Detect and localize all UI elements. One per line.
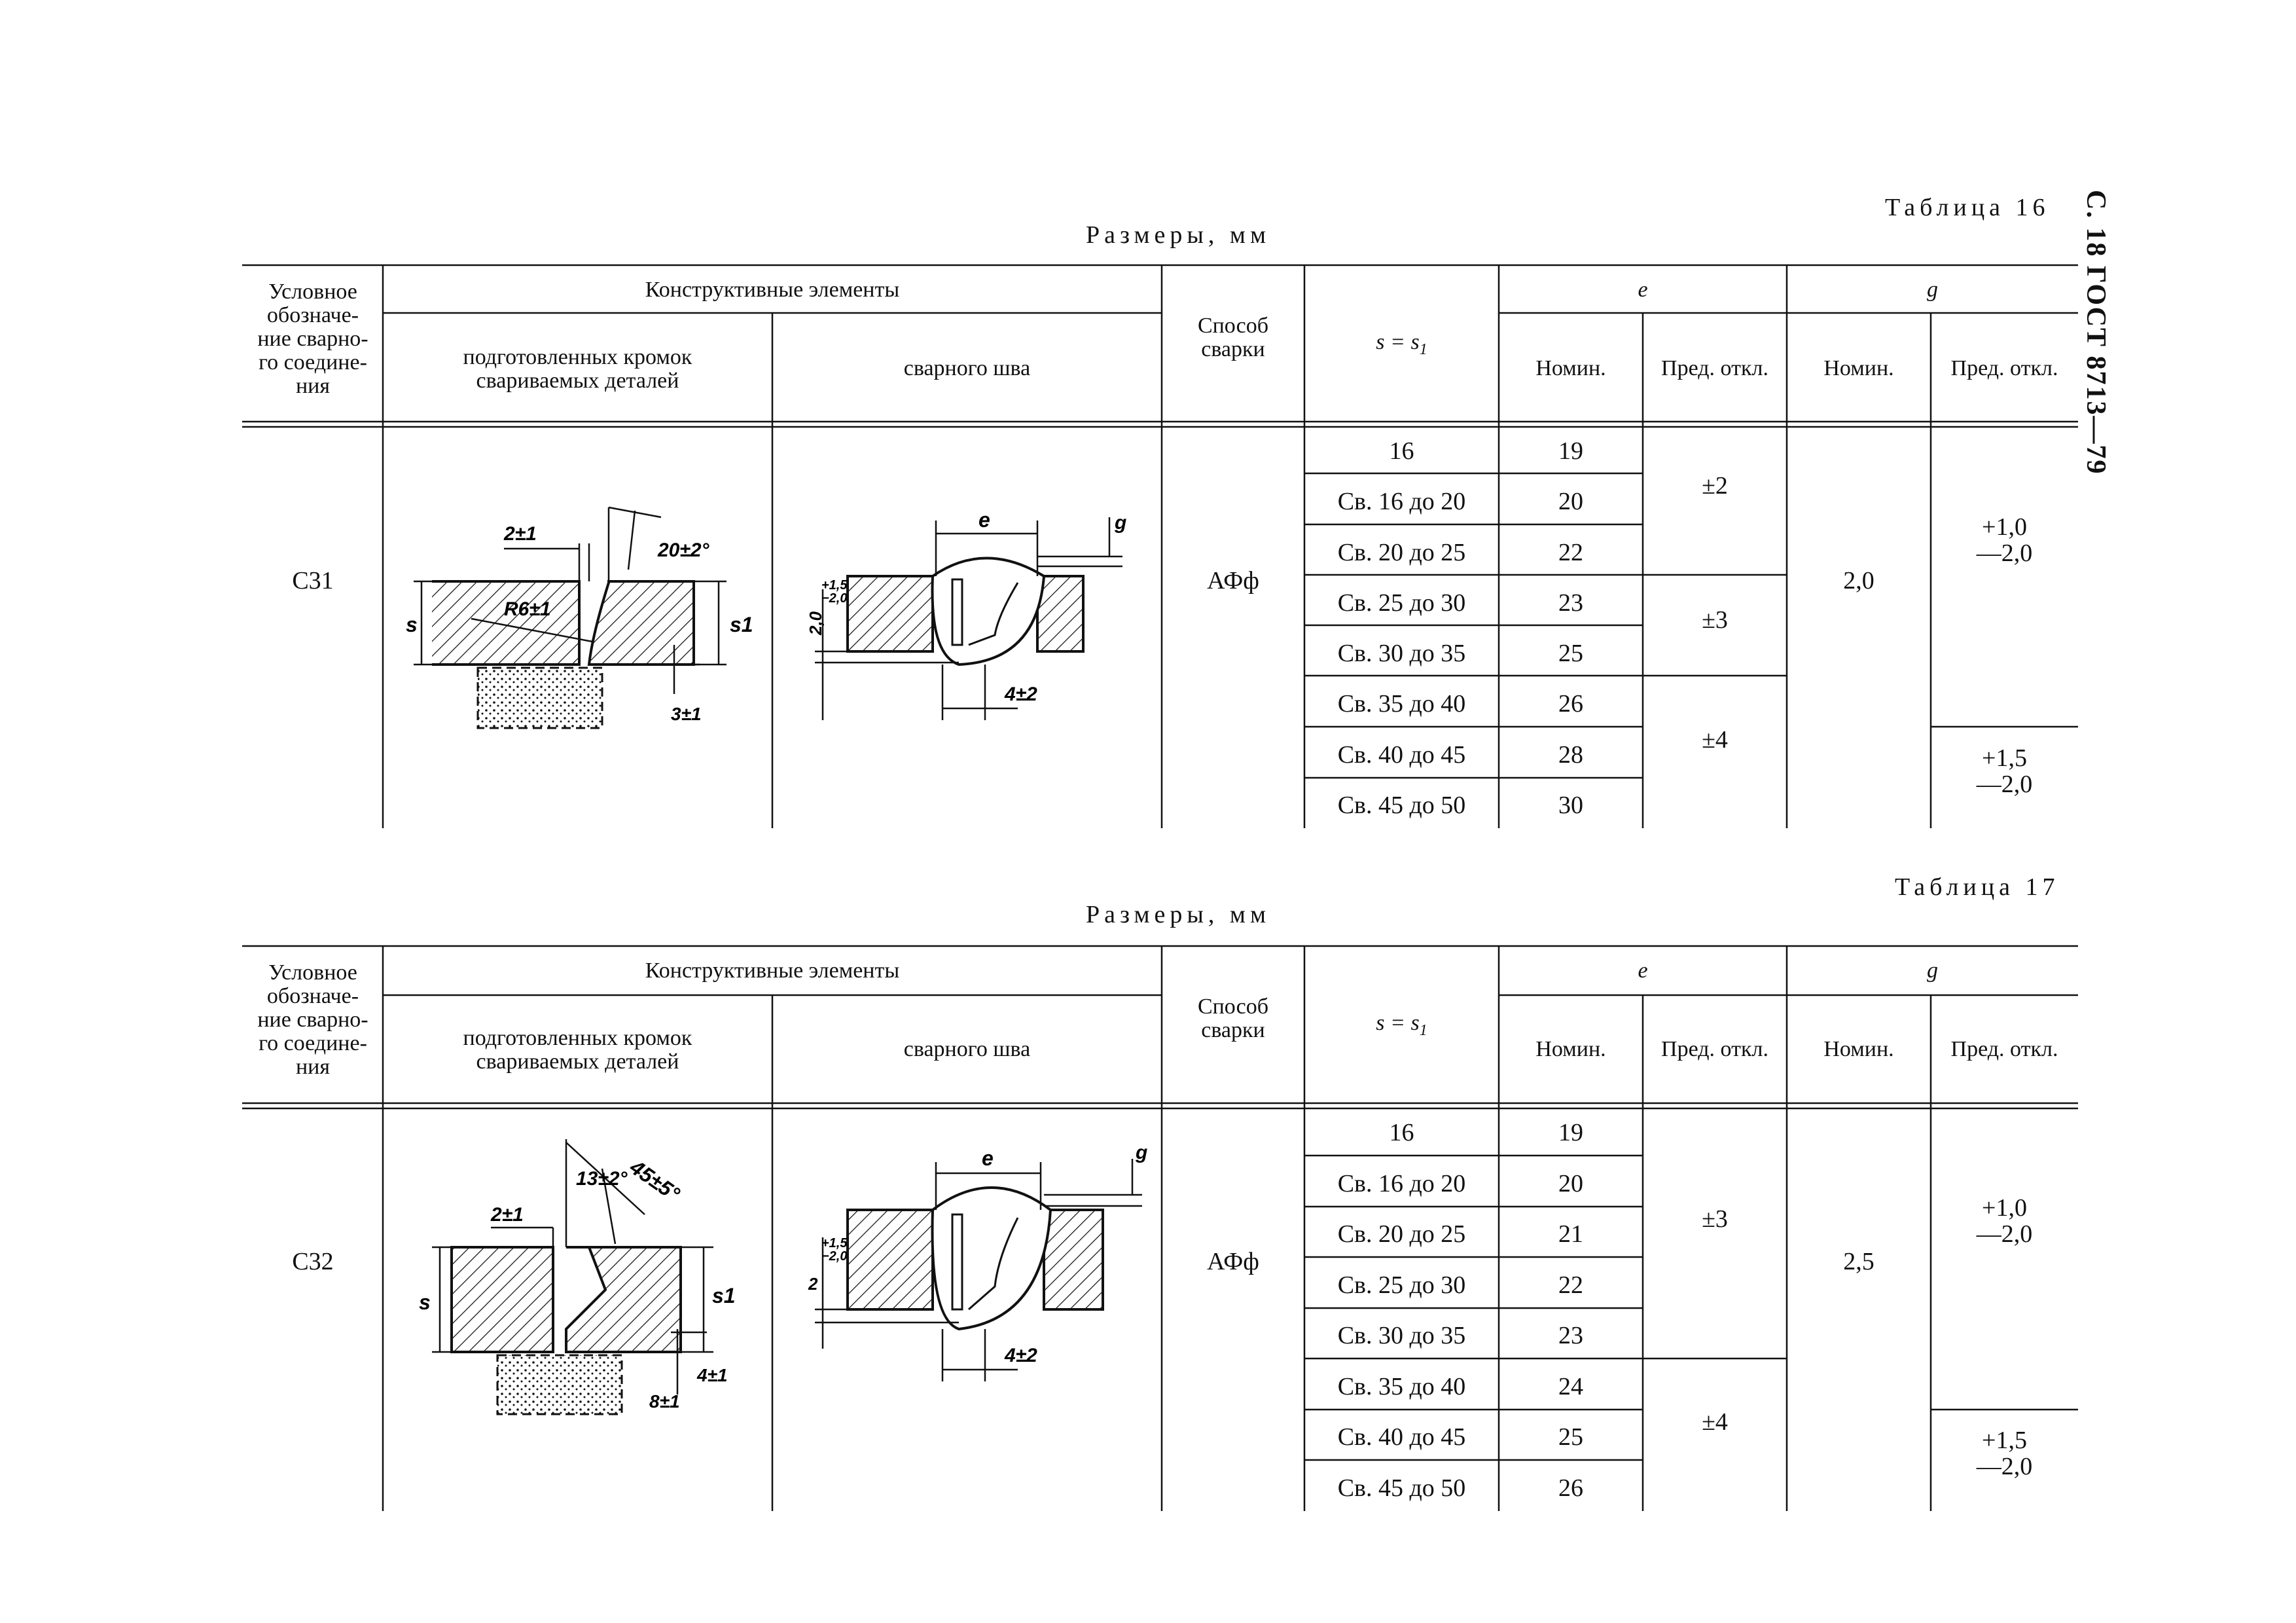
t16-e-dev-0: ±2 xyxy=(1702,472,1728,500)
t16-hdr-des-1: обозначе- xyxy=(266,303,359,327)
t16-g-dev-0-lower: —2,0 xyxy=(1976,539,2033,567)
t17-label-gap: 2±1 xyxy=(491,1204,524,1226)
t17-hdr-des-2: ние сварно- xyxy=(257,1008,368,1032)
t17-label-s1: s1 xyxy=(712,1284,736,1307)
t16-label-angle: 20±2° xyxy=(658,539,709,561)
t17-hdr-method-0: Способ xyxy=(1197,994,1269,1019)
t16-label-weld-h: 2,0 xyxy=(806,611,825,635)
t16-e-dev-1: ±3 xyxy=(1702,606,1728,634)
table-16-units: Размеры, мм xyxy=(1085,221,1270,249)
t17-label-g: g xyxy=(1136,1142,1148,1163)
t17-label-offset: 4±2 xyxy=(1005,1345,1037,1366)
t17-g-dev-0-lower: —2,0 xyxy=(1976,1220,2033,1248)
t17-header-prepared-edges xyxy=(383,1027,772,1074)
t16-header-g-nom: Номин. xyxy=(1823,356,1894,380)
t17-header-weld-seam: сварного шва xyxy=(903,1037,1031,1061)
t17-method: АФф xyxy=(1207,1248,1259,1275)
t17-header-e-nom: Номин. xyxy=(1535,1037,1606,1061)
t17-label-root-face: 8±1 xyxy=(649,1391,680,1412)
t16-e-nom-0: 19 xyxy=(1558,437,1583,465)
t16-label-weld-tol-low: −2,0 xyxy=(821,591,848,606)
table-17-title: Таблица 17 xyxy=(1895,873,2060,901)
t17-label-e: e xyxy=(982,1146,994,1170)
t17-hdr-s-sub: 1 xyxy=(1419,1021,1427,1039)
t17-label-angle-outer: 45±5° xyxy=(625,1155,685,1206)
t16-hdr-prep-1: свариваемых деталей xyxy=(476,369,679,393)
t17-hdr-des-3: го соедине- xyxy=(259,1031,367,1055)
t17-s-1: Св. 16 до 20 xyxy=(1337,1170,1466,1197)
t17-header-designation xyxy=(243,961,382,1079)
t17-s-6: Св. 40 до 45 xyxy=(1337,1423,1466,1451)
t17-e-nom-1: 20 xyxy=(1558,1170,1583,1197)
t16-e-nom-1: 20 xyxy=(1558,488,1583,515)
t16-g-dev-1-lower: —2,0 xyxy=(1976,771,2033,798)
t17-header-method xyxy=(1162,995,1304,1042)
t17-prepared-edges-drawing xyxy=(406,1133,759,1421)
page-header-text: С. 18 ГОСТ 8713—79 xyxy=(2081,190,2111,475)
t17-header-e-dev: Пред. откл. xyxy=(1661,1037,1768,1061)
t17-s-5: Св. 35 до 40 xyxy=(1337,1373,1466,1400)
t16-hdr-des-4: ния xyxy=(295,374,331,398)
t16-s-0: 16 xyxy=(1389,437,1414,465)
t17-label-angle-inner: 13±2° xyxy=(576,1168,628,1190)
t17-s-3: Св. 25 до 30 xyxy=(1337,1271,1466,1299)
t17-e-nom-7: 26 xyxy=(1558,1474,1583,1502)
t17-hdr-des-4: ния xyxy=(295,1055,331,1079)
t16-weld-seam-drawing xyxy=(802,504,1155,740)
t16-g-dev-1 xyxy=(1931,745,2078,797)
t17-header-constructive: Конструктивные элементы xyxy=(645,958,900,983)
t16-header-prepared-edges xyxy=(383,346,772,393)
t17-header-g: g xyxy=(1927,958,1938,983)
page-header xyxy=(2072,190,2151,504)
table-16-title: Таблица 16 xyxy=(1885,194,2050,221)
t17-s-4: Св. 30 до 35 xyxy=(1337,1322,1466,1349)
t16-e-dev-2: ±4 xyxy=(1702,726,1728,754)
t16-header-method xyxy=(1162,314,1304,361)
t17-label-weld-tol-low: −2,0 xyxy=(821,1249,848,1264)
t16-hdr-method-1: сварки xyxy=(1201,337,1265,361)
t16-hdr-des-3: го соедине- xyxy=(259,350,367,374)
t17-hdr-prep-1: свариваемых деталей xyxy=(476,1049,679,1074)
t17-label-depth: 4±1 xyxy=(697,1365,728,1385)
t16-prepared-edges-drawing xyxy=(406,504,759,740)
t17-e-nom-0: 19 xyxy=(1558,1119,1583,1146)
t17-label-s: s xyxy=(419,1290,431,1314)
t16-s-3: Св. 25 до 30 xyxy=(1337,589,1466,617)
t16-s-4: Св. 30 до 35 xyxy=(1337,640,1466,667)
t16-e-nom-2: 22 xyxy=(1558,539,1583,566)
t17-header-e: e xyxy=(1638,958,1648,983)
table-17-units: Размеры, мм xyxy=(1085,901,1270,928)
t17-e-nom-2: 21 xyxy=(1558,1220,1583,1248)
t17-hdr-des-1: обозначе- xyxy=(266,984,359,1008)
t16-header-e-nom: Номин. xyxy=(1535,356,1606,380)
t17-label-weld-h: 2 xyxy=(808,1274,818,1294)
t16-label-root: 3±1 xyxy=(671,704,702,724)
t17-header-s xyxy=(1304,1012,1499,1042)
t17-g-dev-1-upper: +1,5 xyxy=(1982,1427,2027,1454)
t16-e-nom-5: 26 xyxy=(1558,690,1583,718)
t16-label-s1: s1 xyxy=(730,613,753,636)
t16-designation: С31 xyxy=(292,567,334,594)
t16-e-nom-7: 30 xyxy=(1558,792,1583,819)
t17-header-g-dev: Пред. откл. xyxy=(1950,1037,2058,1061)
t16-label-s: s xyxy=(406,613,418,636)
t16-s-1: Св. 16 до 20 xyxy=(1337,488,1466,515)
t17-e-dev-1: ±4 xyxy=(1702,1408,1728,1436)
t16-s-2: Св. 20 до 25 xyxy=(1337,539,1466,566)
t16-e-nom-3: 23 xyxy=(1558,589,1583,617)
t16-method: АФф xyxy=(1207,567,1259,594)
t17-g-nom: 2,5 xyxy=(1843,1248,1874,1275)
t16-hdr-s-main: s = s xyxy=(1376,330,1420,354)
t16-hdr-des-2: ние сварно- xyxy=(257,327,368,351)
t17-e-nom-3: 22 xyxy=(1558,1271,1583,1299)
t17-e-dev-0: ±3 xyxy=(1702,1205,1728,1233)
t17-header-g-nom: Номин. xyxy=(1823,1037,1894,1061)
t17-g-dev-1-lower: —2,0 xyxy=(1976,1453,2033,1480)
t16-s-6: Св. 40 до 45 xyxy=(1337,741,1466,769)
t16-g-nom: 2,0 xyxy=(1843,567,1874,594)
t16-header-e: e xyxy=(1638,278,1648,302)
t16-s-7: Св. 45 до 50 xyxy=(1337,792,1466,819)
t17-g-dev-0-upper: +1,0 xyxy=(1982,1194,2027,1222)
t17-hdr-prep-0: подготовленных кромок xyxy=(463,1026,692,1050)
t16-header-g: g xyxy=(1927,278,1938,302)
t17-e-nom-4: 23 xyxy=(1558,1322,1583,1349)
t17-hdr-des-0: Условное xyxy=(268,960,357,985)
t16-e-nom-4: 25 xyxy=(1558,640,1583,667)
t17-g-dev-0 xyxy=(1931,1195,2078,1247)
t17-e-nom-5: 24 xyxy=(1558,1373,1583,1400)
t16-label-gap: 2±1 xyxy=(504,523,537,545)
t17-hdr-method-1: сварки xyxy=(1201,1018,1265,1042)
t16-label-radius: R6±1 xyxy=(504,598,551,620)
t16-hdr-s-sub: 1 xyxy=(1419,340,1427,358)
t16-header-constructive: Конструктивные элементы xyxy=(645,278,900,302)
t16-g-dev-0 xyxy=(1931,514,2078,566)
t17-label-weld-tol-up: +1,5 xyxy=(821,1236,848,1250)
t17-s-0: 16 xyxy=(1389,1119,1414,1146)
t16-label-weld-tol-up: +1,5 xyxy=(821,578,848,593)
t17-e-nom-6: 25 xyxy=(1558,1423,1583,1451)
t16-header-weld-seam: сварного шва xyxy=(903,356,1031,380)
t17-s-7: Св. 45 до 50 xyxy=(1337,1474,1466,1502)
t16-g-dev-0-upper: +1,0 xyxy=(1982,513,2027,541)
t16-e-nom-6: 28 xyxy=(1558,741,1583,769)
t16-label-e: e xyxy=(978,508,990,532)
t16-header-s xyxy=(1304,331,1499,361)
t16-header-g-dev: Пред. откл. xyxy=(1950,356,2058,380)
t16-hdr-des-0: Условное xyxy=(268,280,357,304)
t16-hdr-method-0: Способ xyxy=(1197,314,1269,338)
t17-s-2: Св. 20 до 25 xyxy=(1337,1220,1466,1248)
t16-s-5: Св. 35 до 40 xyxy=(1337,690,1466,718)
t16-label-g: g xyxy=(1115,512,1127,534)
t16-label-offset: 4±2 xyxy=(1005,684,1037,705)
t16-header-designation xyxy=(243,280,382,398)
t17-g-dev-1 xyxy=(1931,1427,2078,1480)
t16-hdr-prep-0: подготовленных кромок xyxy=(463,345,692,369)
t17-weld-seam-drawing xyxy=(802,1133,1155,1395)
t16-g-dev-1-upper: +1,5 xyxy=(1982,744,2027,772)
t17-hdr-s-main: s = s xyxy=(1376,1011,1420,1035)
t16-header-e-dev: Пред. откл. xyxy=(1661,356,1768,380)
t17-designation: С32 xyxy=(292,1248,334,1275)
